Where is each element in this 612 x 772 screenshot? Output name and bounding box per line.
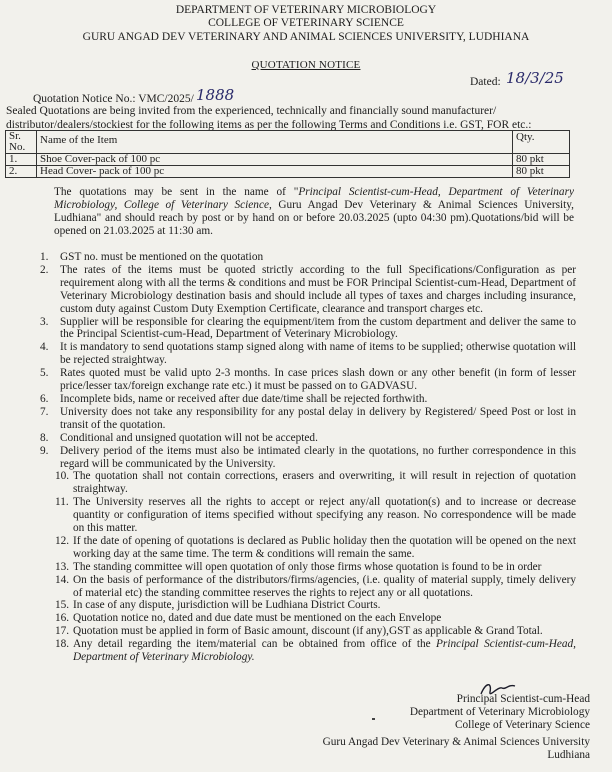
term-item (10, 445, 576, 471)
term-number: 2. (40, 263, 49, 276)
term-text: Conditional and unsigned quotation will not be accepted. (60, 431, 318, 444)
term-text: The rates of the items must be quoted strictly according to the full Specifications/Configuration as per requirement along with all the terms & conditions and must be FOR Principal Scientist-cum-Head, Department of Veterinary Microbiology destination basis and should include all types of taxes and charges including insurance, custom duty against Custom Duty Exemption Certificate, clearance and transport charges etc. (60, 263, 576, 315)
dated-label: Dated: (470, 76, 501, 88)
term-text: University does not take any responsibility for any postal delay in delivery by Registered/ Speed Post or lost in transit of the quotation. (60, 405, 576, 431)
term-text: On the basis of performance of the distributors/firms/agencies, (i.e. quality of material supply, timely delivery of material etc) the standing committee reserves the rights to reject any or all quotations. (73, 573, 576, 599)
row-qty: 80 pkt (513, 154, 570, 166)
term-text: It is mandatory to send quotations stamp signed along with name of items to be supplied; otherwise quotation will be rejected straightway. (60, 341, 576, 367)
signature-department: Department of Veterinary Microbiology (409, 706, 590, 718)
term-number: 18. (55, 638, 70, 651)
term-text: Quotation must be applied in form of Basic amount, discount (if any),GST as applicable & Grand Total. (73, 625, 543, 638)
term-number: 15. (55, 599, 70, 612)
submission-paragraph: The quotations may be sent in the name of "Principal Scientist-cum-Head, Department of Veterinary Microbiology, College of Veterinary Science, Guru Angad Dev Veterinary & Animal Sciences University, Ludhiana" and should reach by post or by hand on or before 20.03.2025 (upto 04:30 pm).Quotations/bid will be opened on 21.03.2025 at 11:30 am. (54, 186, 574, 237)
term-number: 7. (40, 405, 49, 418)
term-item (10, 638, 576, 664)
term-number: 13. (55, 560, 70, 573)
dated-handwritten: 18/3/25 (506, 69, 564, 87)
term-item (10, 574, 576, 600)
term-text: Incomplete bids, name or received after due date/time shall be rejected forthwith. (60, 392, 428, 405)
term-item (10, 432, 576, 445)
term-number: 14. (55, 573, 70, 586)
notice-title: QUOTATION NOTICE (251, 59, 361, 71)
term-item (10, 561, 576, 574)
term-item (10, 470, 576, 496)
term-number: 5. (40, 367, 49, 380)
term-item (10, 406, 576, 432)
term-item (10, 496, 576, 535)
term-item (10, 367, 576, 393)
term-number: 3. (40, 315, 49, 328)
header-qty: Qty. (513, 131, 570, 154)
term-number: 4. (40, 341, 49, 354)
row-sr: 2. (6, 166, 37, 178)
term-text: Supplier will be responsible for clearing the equipment/item from the custom department and deliver the same to the Principal Scientist-cum-Head, Department of Veterinary Microbiology. (60, 315, 576, 341)
term-text: Rates quoted must be valid upto 2-3 months. In case prices slash down or any other benefit (in form of lesser price/lesser tax/foreign exchange rate etc.) it must be passed on to GADVASU. (60, 367, 576, 393)
term-number: 1. (40, 251, 49, 263)
term-text: The quotation shall not contain corrections, erasers and overwriting, it will result in rejection of quotation straightway. (73, 470, 576, 496)
term-number: 6. (40, 392, 49, 405)
department-heading: DEPARTMENT OF VETERINARY MICROBIOLOGY (175, 4, 437, 16)
term-text: Any detail regarding the item/material can be obtained from office of the (73, 638, 437, 651)
term-item (10, 612, 576, 625)
term-number: 11. (55, 496, 69, 509)
term-item (10, 316, 576, 342)
term-item (10, 251, 576, 264)
term-text: Quotation notice no, dated and due date must be mentioned on the each Envelope (73, 612, 442, 625)
term-number: 16. (55, 612, 70, 625)
table-row (6, 166, 570, 178)
signature-university: Guru Angad Dev Veterinary & Animal Sciences University (322, 736, 590, 748)
term-number: 8. (40, 431, 49, 444)
term-item (10, 535, 576, 561)
term-item (10, 625, 576, 638)
term-text: If the date of opening of quotations is declared as Public holiday then the quotation will be opened on the next working day at the same time. The term & conditions will remain the same. (73, 534, 576, 560)
row-item: Shoe Cover-pack of 100 pc (37, 154, 513, 166)
term-text: GST no. must be mentioned on the quotation (60, 251, 264, 263)
header-sr-no: Sr. No. (6, 131, 37, 154)
term-number: 9. (40, 444, 49, 457)
terms-list (10, 251, 576, 664)
table-row (6, 154, 570, 166)
items-table (5, 130, 570, 178)
term-item (10, 264, 576, 316)
signature-title: Principal Scientist-cum-Head (456, 693, 590, 705)
signature-city: Ludhiana (547, 749, 590, 761)
term-number: 12. (55, 534, 70, 547)
row-qty: 80 pkt (513, 166, 570, 178)
university-heading: GURU ANGAD DEV VETERINARY AND ANIMAL SCIENCES UNIVERSITY, LUDHIANA (82, 31, 530, 43)
header-item-name: Name of the Item (37, 131, 513, 154)
term-item (10, 599, 576, 612)
term-item (10, 341, 576, 367)
term-number: 17. (55, 625, 70, 638)
term-item (10, 393, 576, 406)
signature-college: College of Veterinary Science (455, 719, 590, 731)
addressee-italic: Principal Scientist-cum-Head, Department of Veterinary Microbiology, College of Veterinary Science (54, 186, 574, 211)
college-heading: COLLEGE OF VETERINARY SCIENCE (208, 17, 404, 29)
term-italic-text: Principal Scientist-cum-Head, Department of Veterinary Microbiology. (73, 638, 576, 664)
notice-number-handwritten: 1888 (196, 86, 235, 104)
table-header-row (6, 131, 570, 154)
row-sr: 1. (6, 154, 37, 166)
intro-paragraph: Sealed Quotations are being invited from the experienced, technically and financially sound manufacturer/ distributor/dealers/stockiest for the following items as per the following Terms and Conditions i.e. GST, FOR etc.: (6, 105, 532, 131)
term-text: In case of any dispute, jurisdiction will be Ludhiana District Courts. (73, 599, 381, 612)
term-number: 10. (55, 470, 70, 483)
term-text: Delivery period of the items must also be intimated clearly in the quotations, no further correspondence in this regard will be communicated by the University. (60, 444, 576, 470)
term-text: The University reserves all the rights to accept or reject any/all quotation(s) and to increase or decrease quantity or configuration of items specified without specifying any reason. No correspondence will be made on this matter. (73, 496, 576, 535)
row-item: Head Cover- pack of 100 pc (37, 166, 513, 178)
notice-number-label: Quotation Notice No.: VMC/2025/ (33, 93, 194, 105)
term-text: The standing committee will open quotation of only those firms whose quotation is found to be in order (73, 560, 542, 573)
